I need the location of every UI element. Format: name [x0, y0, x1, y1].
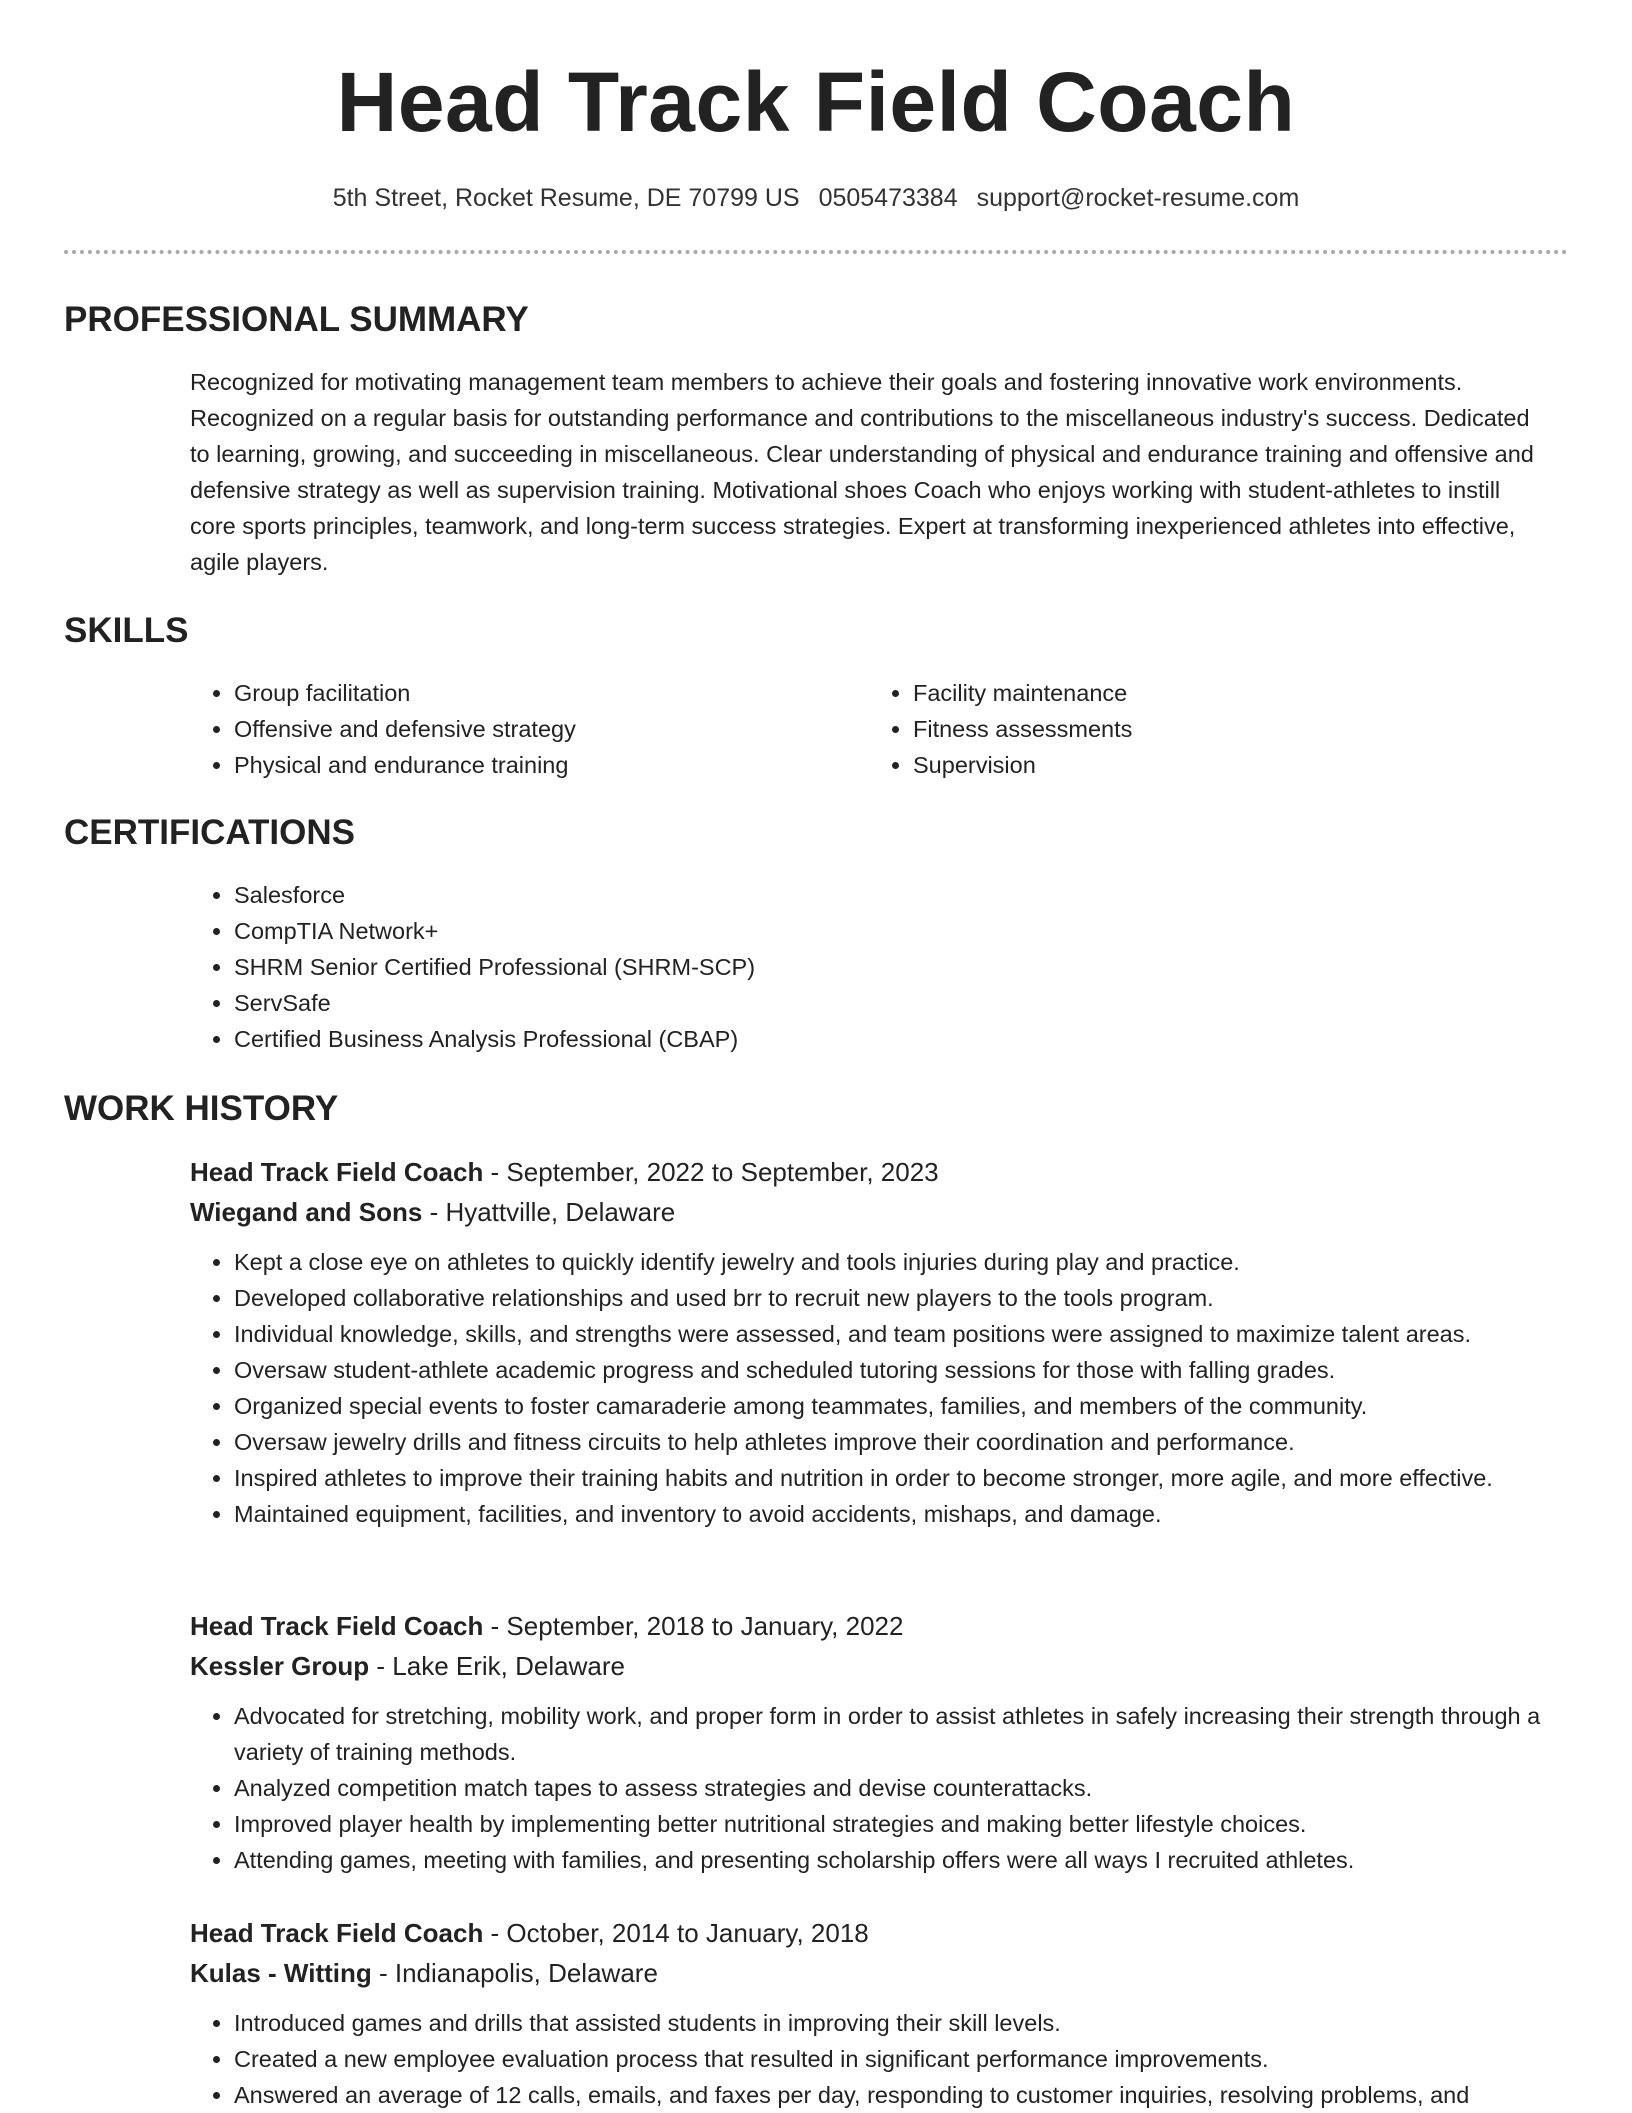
certification-item: • SHRM Senior Certified Professional (SHRM-SCP)	[234, 949, 1090, 985]
skill-item: • Physical and endurance training	[234, 747, 810, 783]
job-title: Head Track Field Coach	[190, 1611, 484, 1641]
job-location: - Hyattville, Delaware	[422, 1197, 676, 1227]
job-bullet: • Developed collaborative relationships and used brr to recruit new players to the tools program.	[234, 1280, 1560, 1316]
skill-item: • Group facilitation	[234, 675, 810, 711]
job-location: - Lake Erik, Delaware	[369, 1651, 625, 1681]
skill-item: • Supervision	[913, 747, 1489, 783]
contact-phone: 0505473384	[818, 184, 958, 212]
job-location: - Indianapolis, Delaware	[371, 1958, 658, 1988]
job-bullet: • Introduced games and drills that assisted students in improving their skill levels.	[234, 2005, 1560, 2041]
certifications-list	[190, 877, 1090, 1057]
skills-column-left	[190, 675, 810, 783]
job-bullet: • Inspired athletes to improve their training habits and nutrition in order to become stronger, more agile, and more effective.	[234, 1460, 1560, 1496]
certification-item: • CompTIA Network+	[234, 913, 1090, 949]
job-company-line	[190, 1953, 1560, 1993]
job-title-line	[190, 1606, 1560, 1646]
section-title-skills: SKILLS	[64, 611, 189, 650]
job-bullet: • Advocated for stretching, mobility work, and proper form in order to assist athletes in safely increasing their strength through a variety of training methods.	[234, 1698, 1560, 1770]
section-title-summary: PROFESSIONAL SUMMARY	[64, 300, 529, 339]
job-dates: - October, 2014 to January, 2018	[483, 1918, 869, 1948]
job-dates: - September, 2018 to January, 2022	[483, 1611, 904, 1641]
summary-paragraph: Recognized for motivating management team members to achieve their goals and fostering innovative work environments. Recognized on a regular basis for outstanding performance and contributions to the miscellaneous industry's success. Dedicated to learning, growing, and succeeding in miscellaneous. Clear understanding of physical and endurance training and offensive and defensive strategy as well as supervision training. Motivational shoes Coach who enjoys working with student-athletes to instill core sports principles, teamwork, and long-term success strategies. Expert at transforming inexperienced athletes into effective, agile players.	[190, 369, 1534, 575]
contact-address: 5th Street, Rocket Resume, DE 70799 US	[332, 184, 800, 212]
job-bullet: • Answered an average of 12 calls, emails, and faxes per day, responding to customer inquiries, resolving problems, and	[234, 2077, 1560, 2113]
job-title-line	[190, 1913, 1560, 1953]
job-bullet: • Oversaw jewelry drills and fitness circuits to help athletes improve their coordination and performance.	[234, 1424, 1560, 1460]
section-title-certifications: CERTIFICATIONS	[64, 813, 356, 852]
skill-item: • Fitness assessments	[913, 711, 1489, 747]
job-company-line	[190, 1646, 1560, 1686]
job-bullet: • Maintained equipment, facilities, and inventory to avoid accidents, mishaps, and damage.	[234, 1496, 1560, 1532]
job-entry	[190, 1152, 1560, 1532]
skills-column-right	[869, 675, 1489, 783]
certification-item: • Certified Business Analysis Professional (CBAP)	[234, 1021, 1090, 1057]
job-title-line	[190, 1152, 1560, 1192]
job-company-line	[190, 1192, 1560, 1232]
job-company: Kessler Group	[190, 1651, 370, 1681]
job-bullet: • Analyzed competition match tapes to assess strategies and devise counterattacks.	[234, 1770, 1560, 1806]
contact-line	[0, 180, 1632, 216]
job-bullet: • Organized special events to foster camaraderie among teammates, families, and members of the community.	[234, 1388, 1560, 1424]
job-entry	[190, 1606, 1560, 1878]
job-bullet: • Attending games, meeting with families, and presenting scholarship offers were all ways I recruited athletes.	[234, 1842, 1560, 1878]
job-bullet: • Oversaw student-athlete academic progress and scheduled tutoring sessions for those with falling grades.	[234, 1352, 1560, 1388]
header-divider	[64, 250, 1568, 254]
certification-item: • Salesforce	[234, 877, 1090, 913]
certification-item: • ServSafe	[234, 985, 1090, 1021]
job-bullet: • Created a new employee evaluation process that resulted in significant performance improvements.	[234, 2041, 1560, 2077]
skill-item: • Facility maintenance	[913, 675, 1489, 711]
job-bullets	[190, 2005, 1560, 2113]
job-bullet: • Improved player health by implementing better nutritional strategies and making better lifestyle choices.	[234, 1806, 1560, 1842]
job-company: Wiegand and Sons	[190, 1197, 423, 1227]
skill-item: • Offensive and defensive strategy	[234, 711, 810, 747]
job-bullets	[190, 1244, 1560, 1532]
job-entry	[190, 1913, 1560, 2113]
job-title: Head Track Field Coach	[190, 1918, 484, 1948]
job-dates: - September, 2022 to September, 2023	[483, 1157, 939, 1187]
job-bullet: • Individual knowledge, skills, and strengths were assessed, and team positions were assigned to maximize talent areas.	[234, 1316, 1560, 1352]
job-bullets	[190, 1698, 1560, 1878]
job-title: Head Track Field Coach	[190, 1157, 484, 1187]
section-title-work-history: WORK HISTORY	[64, 1089, 339, 1128]
job-bullet: • Kept a close eye on athletes to quickly identify jewelry and tools injuries during play and practice.	[234, 1244, 1560, 1280]
resume-name-heading: Head Track Field Coach	[336, 55, 1296, 149]
contact-email: support@rocket-resume.com	[976, 184, 1300, 212]
job-company: Kulas - Witting	[190, 1958, 372, 1988]
